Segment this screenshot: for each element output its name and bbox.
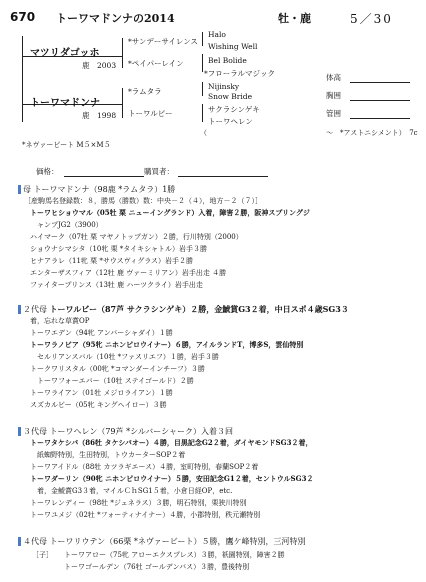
progeny-line: トーワエデン（94牝 アンバーシャダイ）１勝: [30, 329, 173, 337]
sire-info: 鹿 2003: [82, 61, 117, 70]
tree-line: [202, 32, 203, 46]
progeny-line: トーワユメジ（02牡 *フォーティナイナー）４勝，小郡特別，秩元瀬特別: [30, 511, 261, 519]
progeny-line: ショウナシマシタ（10牝 栗 *タイキシャトル）岩手３勝: [30, 245, 207, 253]
sex-color: 牡・鹿: [278, 12, 311, 25]
progeny-line: トーワアロー（75牝 アローエクスプレス）３勝，祇園特別，障害２勝: [64, 551, 285, 559]
progeny-line: トーワダーリン（90牝 ニホンピロウイナー）５勝，安田記念G1２着，セントウルSG3２: [30, 474, 314, 483]
progeny-line: トーワレンディー（98牡 *ジェネラス）３勝，明石特別，栗狭川特別: [30, 499, 247, 507]
section-dam: [18, 184, 175, 195]
section-third-dam: [18, 426, 233, 437]
sire-name: マツリダゴッホ: [30, 48, 100, 59]
section-label: 母: [18, 185, 31, 194]
girth-label: 胸囲: [326, 91, 341, 100]
sdam-dam: *フローラルマジック: [204, 69, 276, 78]
buyer-label: 購買者：: [144, 167, 174, 176]
dam-name: トーワマドンナ: [30, 98, 100, 109]
section-second-dam: [18, 304, 349, 315]
progeny-line: 着，金鯱賞G3３着，マイルＣｈSG1５着，小倉日経OP，etc.: [30, 487, 233, 495]
progeny-line: ャンプJG2（3900）: [30, 221, 103, 229]
girth-field[interactable]: [350, 100, 410, 101]
progeny-line: トーワライアン（01牡 メジロライアン）１勝: [30, 389, 173, 397]
ddam-dam: トーワヘレン: [208, 117, 253, 126]
progeny-line: ヒナアラレ（11牝 栗 *サウスヴィグラス）岩手２勝: [30, 257, 194, 265]
section-title-cont: 着，忘れな草賞OP: [30, 317, 90, 325]
child-tag: ［子］: [32, 551, 53, 559]
family-line: （ 〜 *アストニシメント） 7c: [200, 129, 418, 137]
progeny-line: トークワリスタル（00牝 *コマンダーインチーフ）３勝: [30, 365, 205, 373]
page-title: トーワマドンナの2014: [56, 12, 175, 25]
progeny-line: ハイマーク（07牡 栗 マヤノトップガン）２勝，行川特別（2000）: [30, 233, 243, 241]
sale-date: 5／30: [350, 12, 393, 26]
dam-info: 鹿 1998: [82, 111, 117, 120]
progeny-line: トーワゴールデン（76牡 ゴールデンバス）３勝，豊後特別: [64, 563, 250, 571]
section-title: トーワヘレン（79芦 *シルバーシャーク）入着３回: [49, 427, 233, 436]
progeny-line: ファイタープリンス（13牡 鹿 ハーツクライ）岩手出走: [30, 281, 203, 289]
dsire-dam: Snow Bride: [208, 92, 253, 101]
progeny-line: トーワヒショウマル（05牡 栗 ニューイングランド）入着，障害２勝，阪神スプリングジ: [30, 208, 310, 217]
dam-sire: *ラムタラ: [128, 87, 162, 96]
dam-stats: ［産駒馬名登録数：８，勝馬（勝数）数：中央－２（４），地方－２（７）］: [24, 197, 262, 205]
dam-dam: トーワルビー: [128, 109, 173, 118]
height-label: 体高: [326, 73, 341, 82]
inbreeding: *ネヴァービート M５×M５: [22, 141, 111, 149]
tree-line: [202, 54, 203, 72]
section-label: ２代母: [18, 305, 47, 314]
sire-dam: *ペイパーレイン: [128, 59, 184, 68]
ssire-dam: Wishing Well: [208, 42, 258, 51]
ddam-sire: サクラシンゲキ: [208, 105, 260, 114]
sdam-sire: Bel Bolide: [208, 56, 247, 65]
tree-line: [122, 38, 123, 68]
section-title: トーワルビー（87芦 サクラシンゲキ）２勝，金鯱賞G3２着，中日スポ４歳SG3３: [49, 304, 349, 314]
ssire-sire: Halo: [208, 30, 226, 39]
tree-line: [202, 82, 203, 96]
progeny-line: スズカルビー（05牝 キングヘイロー）３勝: [30, 401, 167, 409]
price-label: 価格：: [36, 167, 59, 176]
progeny-line: トーワタケシバ（86牡 タケシバオー）４勝，目黒記念G2２着，ダイヤモンドSG3２着，: [30, 438, 313, 447]
progeny-line: トーワアイドル（88牡 カツラギエース）４勝，室町特別，春蘭SOP２着: [30, 463, 259, 471]
tree-line: [202, 104, 203, 122]
section-label: ４代母: [18, 537, 47, 546]
progeny-line: 紙蜘野特別，生田特別，トウカーターSOP２着: [30, 451, 186, 459]
section-label: ３代母: [18, 427, 47, 436]
cannon-field[interactable]: [350, 118, 410, 119]
tree-line: [22, 36, 23, 122]
progeny-line: エンターザスフィア（12牡 鹿 ヴァーミリアン）岩手出走 ４勝: [30, 269, 227, 277]
lot-number: 670: [10, 10, 36, 24]
section-title: トーワマドンナ（98鹿 *ラムタラ）1勝: [33, 185, 176, 194]
dsire-sire: Nijinsky: [208, 82, 240, 91]
progeny-line: トーワラノビア（95牝 ニホンピロウイナー）６勝，アイルランドT，博多S，雲仙特別: [30, 340, 304, 349]
buyer-field[interactable]: [178, 176, 268, 177]
section-title: トーワリウテン（66栗 *ネヴァービート）５勝，鷹ケ峰特別，三河特別: [49, 537, 306, 546]
price-field[interactable]: [64, 176, 144, 177]
sire-sire: *サンデーサイレンス: [128, 37, 198, 46]
cannon-label: 管囲: [326, 109, 341, 118]
tree-line: [122, 88, 123, 118]
section-fourth-dam: [18, 536, 305, 547]
progeny-line: セルリアンスバル（10牡 *ファスリエフ）１勝，岩手３勝: [30, 353, 219, 361]
height-field[interactable]: [350, 82, 410, 83]
progeny-line: トーワフォーエバー（10牡 ステイゴールド）２勝: [30, 377, 194, 385]
